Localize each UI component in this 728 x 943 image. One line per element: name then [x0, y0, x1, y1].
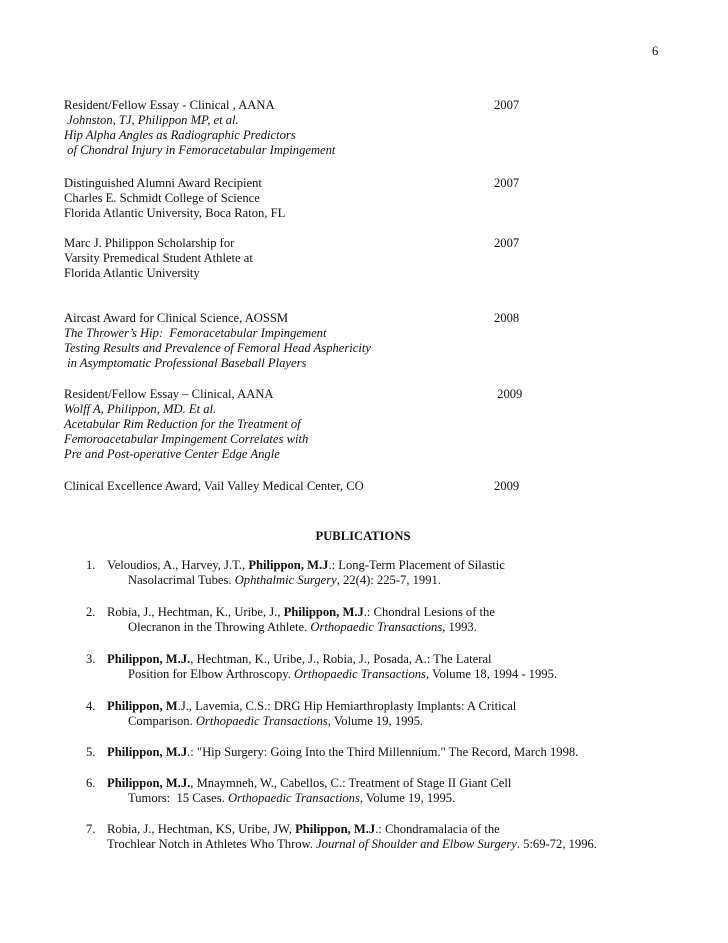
- award-detail-line: Hip Alpha Angles as Radiographic Predictors: [64, 128, 296, 142]
- award-detail-line: Testing Results and Prevalence of Femoral Head Asphericity: [64, 341, 371, 355]
- award-detail-line: Acetabular Rim Reduction for the Treatment of: [64, 417, 301, 431]
- award-title: Clinical Excellence Award, Vail Valley Medical Center, CO: [64, 479, 364, 493]
- journal-title: Ophthalmic Surgery: [234, 573, 337, 587]
- award-detail-line: Femoroacetabular Impingement Correlates with: [64, 432, 309, 446]
- citation-text: , Mnaymneh, W., Cabellos, C.: Treatment of Stage II Giant Cell: [190, 776, 512, 790]
- author-name-bold: Philippon, M.J: [107, 745, 188, 759]
- publication-citation-line: [107, 776, 511, 791]
- award-detail-line: Florida Atlantic University: [64, 266, 200, 280]
- journal-title: Orthopaedic Transactions: [195, 714, 328, 728]
- publications-heading: [0, 529, 728, 544]
- award-title: Distinguished Alumni Award Recipient: [64, 176, 262, 190]
- award-entry: [64, 387, 664, 462]
- publication-citation-line: [107, 745, 578, 760]
- award-detail-line: Florida Atlantic University, Boca Raton, FL: [64, 206, 286, 220]
- award-title: Resident/Fellow Essay - Clinical , AANA: [64, 98, 275, 112]
- journal-title: Orthopaedic Transactions: [294, 667, 426, 681]
- journal-title: Orthopaedic Transactions: [310, 620, 443, 634]
- citation-text: . 5:69-72, 1996.: [516, 837, 597, 851]
- publications-heading-text: PUBLICATIONS: [315, 529, 411, 543]
- award-year: 2008: [494, 311, 520, 325]
- award-detail-line: Varsity Premedical Student Athlete at: [64, 251, 253, 265]
- citation-text: Trochlear Notch in Athletes Who Throw.: [107, 837, 317, 851]
- publication-citation-line: [107, 699, 516, 714]
- publication-number: 1.: [86, 558, 96, 572]
- citation-text: , 1993.: [442, 620, 477, 634]
- publication-citation-line: [107, 605, 495, 620]
- publication-citation-line: [107, 837, 597, 852]
- author-name-bold: Philippon, M.J.: [107, 652, 191, 666]
- author-name-bold: Philippon, M.J.: [107, 776, 191, 790]
- citation-text: .: Chondramalacia of the: [375, 822, 500, 836]
- award-year: 2009: [494, 387, 523, 401]
- award-year: 2007: [494, 236, 520, 250]
- journal-title: Orthopaedic Transactions: [227, 791, 360, 805]
- award-detail-line: Charles E. Schmidt College of Science: [64, 191, 260, 205]
- author-name-bold: Philippon, M.J: [295, 822, 376, 836]
- award-year: 2009: [494, 479, 520, 493]
- author-name-bold: Philippon, M: [107, 699, 178, 713]
- citation-text: Comparison.: [128, 714, 196, 728]
- award-detail-line: Wolff A, Philippon, MD. Et al.: [64, 402, 217, 416]
- publication-citation-line: [128, 667, 557, 682]
- award-entry: [64, 479, 664, 494]
- citation-text: , 22(4): 225-7, 1991.: [336, 573, 441, 587]
- citation-text: , Hechtman, K., Uribe, J., Robia, J., Posada, A.: The Lateral: [190, 652, 492, 666]
- citation-text: , Volume 19, 1995.: [327, 714, 424, 728]
- publication-number: 4.: [86, 699, 96, 713]
- citation-text: .: Long-Term Placement of Silastic: [328, 558, 505, 572]
- award-year: 2007: [494, 98, 520, 112]
- award-detail-line: Pre and Post-operative Center Edge Angle: [64, 447, 280, 461]
- citation-text: Olecranon in the Throwing Athlete.: [128, 620, 311, 634]
- award-title: Aircast Award for Clinical Science, AOSSM: [64, 311, 289, 325]
- award-detail-line: The Thrower’s Hip: Femoracetabular Impingement: [64, 326, 327, 340]
- citation-text: Nasolacrimal Tubes.: [128, 573, 235, 587]
- publication-number: 2.: [86, 605, 96, 619]
- publication-number: 6.: [86, 776, 96, 790]
- citation-text: Robia, J., Hechtman, K., Uribe, J.,: [107, 605, 284, 619]
- citation-text: , Volume 18, 1994 - 1995.: [425, 667, 558, 681]
- publication-citation-line: [107, 652, 492, 667]
- publication-citation-line: [128, 573, 441, 588]
- publication-number: 3.: [86, 652, 96, 666]
- award-detail-line: Johnston, TJ, Philippon MP, et al.: [64, 113, 239, 127]
- citation-text: Tumors: 15 Cases.: [128, 791, 228, 805]
- citation-text: , Volume 19, 1995.: [359, 791, 456, 805]
- publication-citation-line: [128, 714, 423, 729]
- award-detail-line: in Asymptomatic Professional Baseball Players: [64, 356, 307, 370]
- publication-citation-line: [107, 558, 505, 573]
- publication-citation-line: [128, 791, 455, 806]
- publication-citation-line: [128, 620, 477, 635]
- author-name-bold: Philippon, M.J: [283, 605, 364, 619]
- award-entry: [64, 236, 664, 281]
- citation-text: Veloudios, A., Harvey, J.T.,: [107, 558, 249, 572]
- award-entry: [64, 98, 664, 158]
- award-entry: [64, 311, 664, 371]
- award-title: Resident/Fellow Essay – Clinical, AANA: [64, 387, 274, 401]
- award-year: 2007: [494, 176, 520, 190]
- award-title: Marc J. Philippon Scholarship for: [64, 236, 235, 250]
- author-name-bold: Philippon, M.J: [248, 558, 329, 572]
- citation-text: .: Chondral Lesions of the: [363, 605, 495, 619]
- publication-number: 5.: [86, 745, 96, 759]
- award-entry: [64, 176, 664, 221]
- citation-text: .J., Lavemia, C.S.: DRG Hip Hemiarthroplasty Implants: A Critical: [177, 699, 517, 713]
- publication-citation-line: [107, 822, 500, 837]
- citation-text: Position for Elbow Arthroscopy.: [128, 667, 295, 681]
- journal-title: Journal of Shoulder and Elbow Surgery: [316, 837, 517, 851]
- publication-number: 7.: [86, 822, 96, 836]
- citation-text: Robia, J., Hechtman, KS, Uribe, JW,: [107, 822, 296, 836]
- award-detail-line: of Chondral Injury in Femoracetabular Impingement: [64, 143, 336, 157]
- page-number: 6: [652, 44, 659, 58]
- citation-text: .: "Hip Surgery: Going Into the Third Millennium." The Record, March 1998.: [187, 745, 579, 759]
